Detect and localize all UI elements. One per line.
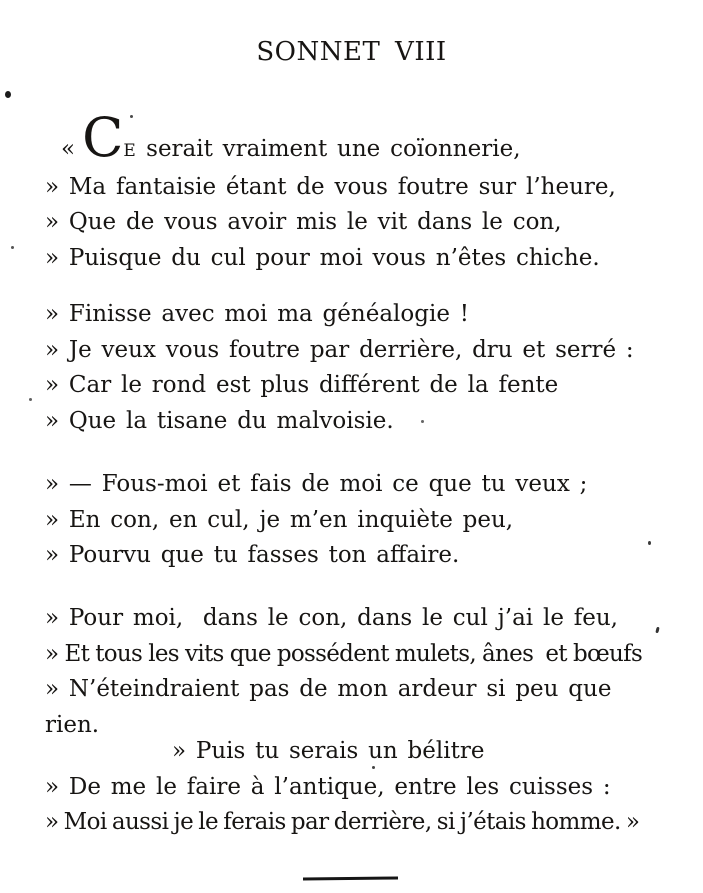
page-title: SONNET VIII <box>256 37 447 67</box>
stanza-5 <box>45 734 665 841</box>
stanza-1 <box>45 106 665 276</box>
poem-line <box>45 106 665 170</box>
poem-line: » Que de vous avoir mis le vit dans le con, <box>45 209 562 235</box>
poem-line: » En con, en cul, je m’en inquiète peu, <box>45 506 514 533</box>
stanza-4 <box>45 601 665 743</box>
poem-line: » Je veux vous foutre par derrière, dru et serré : <box>45 336 634 363</box>
poem-line: » Ma fantaisie étant de vous foutre sur l’heure, <box>45 173 616 200</box>
poem-line: » Finisse avec moi ma généalogie ! <box>45 301 469 327</box>
poem-line: » Que la tisane du malvoisie. <box>45 407 394 434</box>
poem-line-text: serait vraiment une coïonnerie, <box>136 136 521 162</box>
poem-line: » — Fous-moi et fais de moi ce que tu veux ; <box>45 471 588 497</box>
poem-line: » Et tous les vits que possédent mulets, ânes et bœufs <box>45 640 643 667</box>
poem-line: » Puis tu serais un bélitre <box>172 738 485 764</box>
ink-speck <box>5 91 11 98</box>
poem-line: » Puisque du cul pour moi vous n’êtes chiche. <box>45 244 600 271</box>
stanza-2 <box>45 297 665 439</box>
small-cap: E <box>123 141 137 161</box>
poem-line: » De me le faire à l’antique, entre les cuisses : <box>45 773 611 800</box>
drop-cap: C <box>82 106 124 169</box>
poem-line: » Pourvu que tu fasses ton affaire. <box>45 542 460 568</box>
poem-line: » Pour moi, dans le con, dans le cul j’ai le feu, <box>45 605 618 631</box>
poem-line: » Car le rond est plus différent de la fente <box>45 372 559 398</box>
open-guillemet: « <box>61 136 76 162</box>
ink-speck <box>29 398 32 401</box>
ink-speck <box>130 115 133 118</box>
poem-line: » Moi aussi je le ferais par derrière, si j’étais homme. » <box>45 809 640 835</box>
ink-speck <box>11 246 14 249</box>
stanza-3 <box>45 467 665 574</box>
section-divider-rule <box>303 877 398 881</box>
poem-line: » N’éteindraient pas de mon ardeur si peu que rien. <box>45 676 622 738</box>
